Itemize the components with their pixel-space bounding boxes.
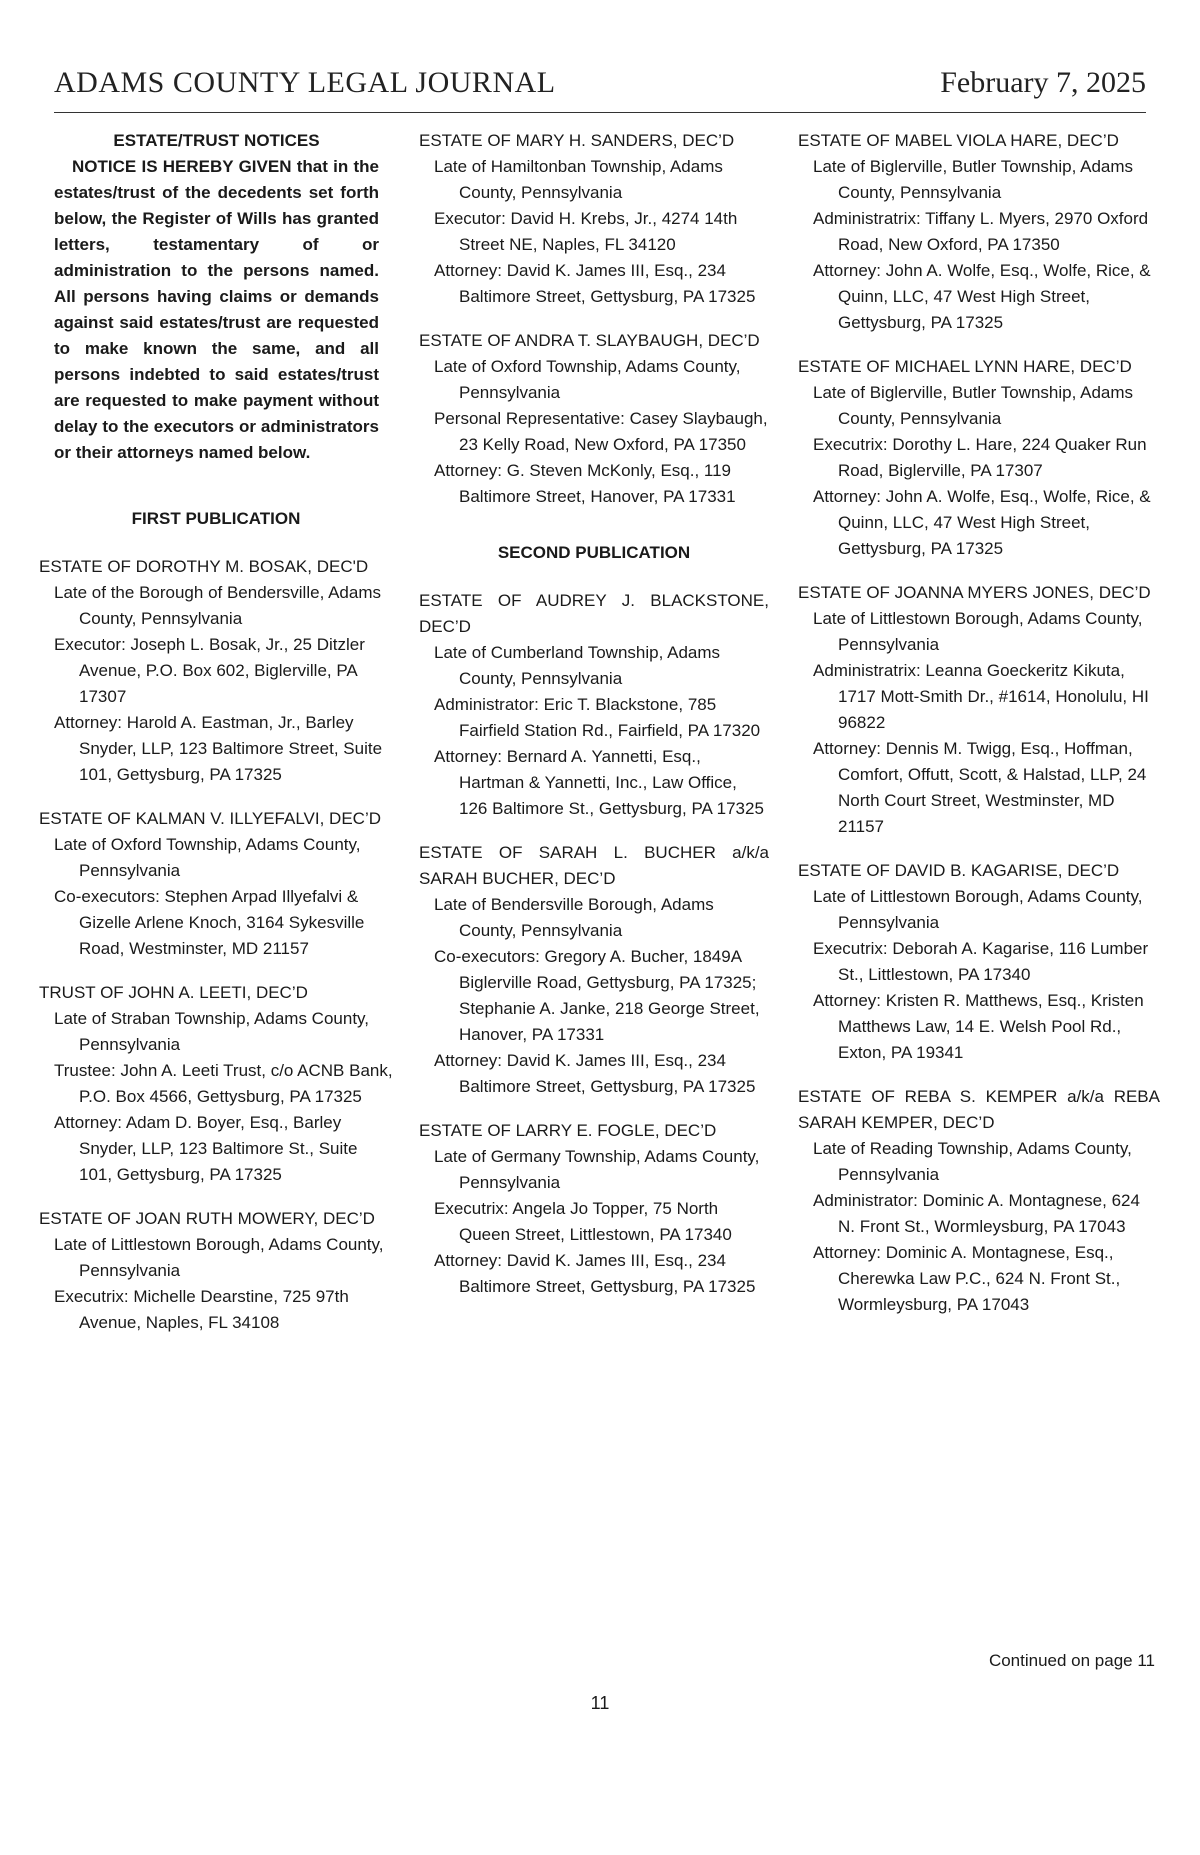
estate-detail-line: Attorney: David K. James III, Esq., 234 Baltimore Street, Gettysburg, PA 17325	[434, 261, 756, 306]
estate-detail-line: Trustee: John A. Leeti Trust, c/o ACNB Bank, P.O. Box 4566, Gettysburg, PA 17325	[54, 1061, 393, 1106]
estate-detail-line: Executrix: Dorothy L. Hare, 224 Quaker Run Road, Biglerville, PA 17307	[813, 435, 1147, 480]
estate-detail-line: Late of Germany Township, Adams County, Pennsylvania	[434, 1147, 760, 1192]
estate-detail-line: Attorney: Adam D. Boyer, Esq., Barley Snyder, LLP, 123 Baltimore St., Suite 101, Gettysburg, PA 17325	[54, 1113, 358, 1184]
estate-entry	[39, 1206, 393, 1336]
issue-date: February 7, 2025	[940, 66, 1146, 99]
estate-entry	[798, 580, 1160, 840]
estate-title: ESTATE OF SARAH L. BUCHER a/k/a SARAH BUCHER, DEC’D	[419, 843, 769, 888]
estate-detail-line: Personal Representative: Casey Slaybaugh, 23 Kelly Road, New Oxford, PA 17350	[434, 409, 768, 454]
estate-entry	[39, 554, 393, 788]
estate-title: ESTATE OF KALMAN V. ILLYEFALVI, DEC’D	[39, 809, 381, 828]
estate-entry	[798, 858, 1160, 1066]
estate-entry	[419, 840, 769, 1100]
estate-detail-line: Late of Littlestown Borough, Adams County, Pennsylvania	[813, 887, 1143, 932]
estate-detail-line: Attorney: G. Steven McKonly, Esq., 119 Baltimore Street, Hanover, PA 17331	[434, 461, 736, 506]
estate-title: ESTATE OF JOAN RUTH MOWERY, DEC’D	[39, 1209, 375, 1228]
estate-detail-line: Attorney: John A. Wolfe, Esq., Wolfe, Rice, & Quinn, LLC, 47 West High Street, Gettysburg, PA 17325	[813, 487, 1151, 558]
header-rule	[54, 112, 1146, 113]
estate-title: ESTATE OF JOANNA MYERS JONES, DEC’D	[798, 583, 1151, 602]
estate-detail-line: Late of Biglerville, Butler Township, Adams County, Pennsylvania	[813, 383, 1134, 428]
estate-detail-line: Executor: David H. Krebs, Jr., 4274 14th Street NE, Naples, FL 34120	[434, 209, 738, 254]
estate-detail-line: Attorney: Kristen R. Matthews, Esq., Kristen Matthews Law, 14 E. Welsh Pool Rd., Exton, PA 19341	[813, 991, 1144, 1062]
estate-entry	[419, 128, 769, 310]
estate-title: ESTATE OF DAVID B. KAGARISE, DEC’D	[798, 861, 1120, 880]
estate-title: ESTATE OF MABEL VIOLA HARE, DEC’D	[798, 131, 1119, 150]
estate-detail-line: Executor: Joseph L. Bosak, Jr., 25 Ditzler Avenue, P.O. Box 602, Biglerville, PA 17307	[54, 635, 365, 706]
estate-detail-line: Administrator: Eric T. Blackstone, 785 Fairfield Station Rd., Fairfield, PA 17320	[434, 695, 761, 740]
page-number: 11	[590, 1693, 610, 1713]
entry-list	[419, 588, 769, 1300]
estate-detail-line: Late of Cumberland Township, Adams County, Pennsylvania	[434, 643, 721, 688]
estate-detail-line: Late of Littlestown Borough, Adams County, Pennsylvania	[813, 609, 1143, 654]
page-header	[54, 66, 1146, 110]
estate-title: ESTATE OF REBA S. KEMPER a/k/a REBA SARAH KEMPER, DEC’D	[798, 1087, 1160, 1132]
estate-detail-line: Attorney: Harold A. Eastman, Jr., Barley Snyder, LLP, 123 Baltimore Street, Suite 101, Gettysburg, PA 17325	[54, 713, 383, 784]
second-publication-heading: SECOND PUBLICATION	[497, 543, 691, 562]
estate-detail-line: Attorney: Dominic A. Montagnese, Esq., Cherewka Law P.C., 624 N. Front St., Wormleysburg, PA 17043	[813, 1243, 1121, 1314]
estate-detail-line: Executrix: Angela Jo Topper, 75 North Queen Street, Littlestown, PA 17340	[434, 1199, 732, 1244]
estate-detail-line: Attorney: Dennis M. Twigg, Esq., Hoffman, Comfort, Offutt, Scott, & Halstad, LLP, 24 North Court Street, Westminster, MD 21157	[813, 739, 1147, 836]
estate-entry	[419, 1118, 769, 1300]
estate-detail-line: Late of Biglerville, Butler Township, Adams County, Pennsylvania	[813, 157, 1134, 202]
estate-detail-line: Late of Straban Township, Adams County, Pennsylvania	[54, 1009, 370, 1054]
estate-detail-line: Late of Littlestown Borough, Adams County, Pennsylvania	[54, 1235, 384, 1280]
estate-detail-line: Administrator: Dominic A. Montagnese, 624 N. Front St., Wormleysburg, PA 17043	[813, 1191, 1140, 1236]
estate-title: ESTATE OF MARY H. SANDERS, DEC’D	[419, 131, 735, 150]
estate-title: TRUST OF JOHN A. LEETI, DEC’D	[39, 983, 308, 1002]
journal-title: ADAMS COUNTY LEGAL JOURNAL	[54, 66, 556, 99]
estate-detail-line: Late of Oxford Township, Adams County, Pennsylvania	[434, 357, 741, 402]
estate-detail-line: Late of the Borough of Bendersville, Adams County, Pennsylvania	[54, 583, 381, 628]
entry-list	[419, 128, 769, 510]
estate-detail-line: Late of Reading Township, Adams County, Pennsylvania	[813, 1139, 1132, 1184]
estate-detail-line: Administratrix: Leanna Goeckeritz Kikuta, 1717 Mott-Smith Dr., #1614, Honolulu, HI 96822	[813, 661, 1149, 732]
estate-entry	[798, 1084, 1160, 1318]
estate-detail-line: Executrix: Deborah A. Kagarise, 116 Lumber St., Littlestown, PA 17340	[813, 939, 1149, 984]
estate-detail-line: Administratrix: Tiffany L. Myers, 2970 Oxford Road, New Oxford, PA 17350	[813, 209, 1149, 254]
column-2	[419, 128, 769, 1300]
estate-detail-line: Attorney: David K. James III, Esq., 234 Baltimore Street, Gettysburg, PA 17325	[434, 1051, 756, 1096]
estate-detail-line: Co-executors: Stephen Arpad Illyefalvi & Gizelle Arlene Knoch, 3164 Sykesville Road, Westminster, MD 21157	[54, 887, 365, 958]
estate-entry	[419, 328, 769, 510]
estate-entry	[39, 806, 393, 962]
estate-detail-line: Attorney: David K. James III, Esq., 234 Baltimore Street, Gettysburg, PA 17325	[434, 1251, 756, 1296]
estate-detail-line: Late of Hamiltonban Township, Adams County, Pennsylvania	[434, 157, 723, 202]
column-3	[798, 128, 1160, 1318]
estate-entry	[39, 980, 393, 1188]
estate-title: ESTATE OF AUDREY J. BLACKSTONE, DEC’D	[419, 591, 769, 636]
first-publication-heading: FIRST PUBLICATION	[131, 509, 301, 528]
estate-entry	[798, 354, 1160, 562]
estate-detail-line: Attorney: John A. Wolfe, Esq., Wolfe, Rice, & Quinn, LLC, 47 West High Street, Gettysburg, PA 17325	[813, 261, 1151, 332]
entry-list	[39, 554, 393, 1336]
estate-title: ESTATE OF MICHAEL LYNN HARE, DEC’D	[798, 357, 1132, 376]
column-1	[39, 128, 393, 1336]
estate-entry	[419, 588, 769, 822]
notice-body: NOTICE IS HEREBY GIVEN that in the estates/trust of the decedents set forth below, the Register of Wills has granted letters, testamentary of or administration to the persons named. All persons having claims or demands against said estates/trust are requested to make known the same, and all persons indebted to said estates/trust are requested to make payment without delay to the executors or administrators or their attorneys named below.	[54, 157, 379, 462]
estate-detail-line: Late of Oxford Township, Adams County, Pennsylvania	[54, 835, 361, 880]
estate-detail-line: Late of Bendersville Borough, Adams County, Pennsylvania	[434, 895, 714, 940]
estate-detail-line: Co-executors: Gregory A. Bucher, 1849A Biglerville Road, Gettysburg, PA 17325; Stephanie A. Janke, 218 George Street, Hanover, PA 17331	[434, 947, 760, 1044]
estate-title: ESTATE OF ANDRA T. SLAYBAUGH, DEC’D	[419, 331, 760, 350]
continued-note: Continued on page 11	[988, 1651, 1155, 1670]
estate-detail-line: Executrix: Michelle Dearstine, 725 97th Avenue, Naples, FL 34108	[54, 1287, 349, 1332]
estate-title: ESTATE OF LARRY E. FOGLE, DEC’D	[419, 1121, 717, 1140]
estate-title: ESTATE OF DOROTHY M. BOSAK, DEC'D	[39, 557, 369, 576]
estate-entry	[798, 128, 1160, 336]
estate-detail-line: Attorney: Bernard A. Yannetti, Esq., Hartman & Yannetti, Inc., Law Office, 126 Baltimore St., Gettysburg, PA 17325	[434, 747, 764, 818]
entry-list	[798, 128, 1160, 1318]
notice-title: ESTATE/TRUST NOTICES	[113, 131, 320, 150]
